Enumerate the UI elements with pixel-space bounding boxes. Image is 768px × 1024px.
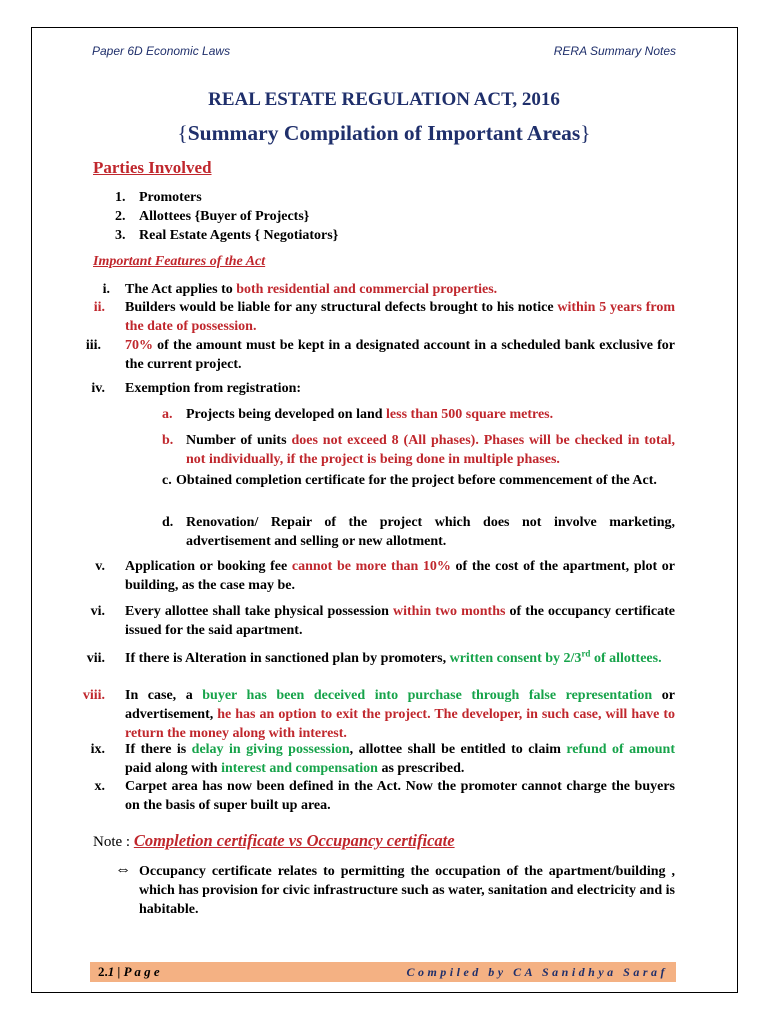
sub-label-b: b. <box>162 433 174 448</box>
feature-item-viii <box>125 686 675 743</box>
sub-item-b <box>186 431 675 469</box>
text: In case, a <box>125 688 203 703</box>
highlight-red: 70% <box>125 338 153 353</box>
text: If there is Alteration in sanctioned plan by promoters, <box>125 651 450 666</box>
double-arrow-icon: ⇔ <box>115 861 131 878</box>
party-item <box>115 190 202 206</box>
note <box>93 831 455 851</box>
text: of the amount must be kept in a designated account in a scheduled bank exclusive for the current project. <box>125 338 675 372</box>
text: The Act applies to <box>125 282 237 297</box>
feature-item-i <box>125 280 675 299</box>
item-num-vi: vi. <box>90 604 105 619</box>
highlight-green: refund of amount <box>566 742 675 757</box>
subtitle-open-brace: { <box>177 121 188 145</box>
feature-item-iii <box>125 336 675 374</box>
sub-item-d: Renovation/ Repair of the project which does not involve marketing, advertisement and selling or new allotment. <box>186 515 675 549</box>
highlight-green: written consent by 2/3 <box>449 651 582 666</box>
features-heading: Important Features of the Act <box>93 254 266 269</box>
text: of the cost of the apartment, plot or building, as the case may be. <box>125 559 676 593</box>
feature-item-vi <box>125 602 675 640</box>
page-title: REAL ESTATE REGULATION ACT, 2016 <box>208 89 560 110</box>
subtitle-text: Summary Compilation of Important Areas <box>187 121 581 145</box>
feature-item-x: Carpet area has now been defined in the Act. Now the promoter cannot charge the buyers on the basis of super built up area. <box>125 779 675 813</box>
item-num-ix: ix. <box>90 742 105 757</box>
item-num-iii: iii. <box>85 338 101 353</box>
party-text: Real Estate Agents { Negotiators} <box>139 228 339 243</box>
sub-item-a <box>186 405 675 424</box>
text: Number of units <box>186 433 292 448</box>
footer-bar <box>90 962 676 982</box>
feature-item-iv: Exemption from registration: <box>125 381 302 396</box>
text: paid along with <box>125 761 222 776</box>
note-label: Note : <box>93 834 134 850</box>
highlight-red: cannot be more than 10% <box>291 559 451 574</box>
subtitle-close-brace: } <box>580 121 591 145</box>
page-number <box>98 964 160 980</box>
compiled-by: Compiled by CA Sanidhya Saraf <box>406 965 668 979</box>
feature-item-vii <box>125 649 675 668</box>
note-title: Completion certificate vs Occupancy certificate <box>133 831 455 850</box>
highlight-green: buyer has been deceived into purchase through false representation <box>202 688 653 703</box>
highlight-red: within 5 years from the date of possession. <box>125 300 675 334</box>
page-label: | P a g e <box>114 964 160 979</box>
text: Every allottee shall take physical possession <box>125 604 394 619</box>
highlight-red: both residential and commercial properties. <box>236 282 498 297</box>
party-item <box>115 228 338 244</box>
header-notes: RERA Summary Notes <box>553 44 676 58</box>
feature-item-v <box>125 557 675 595</box>
parties-heading: Parties Involved <box>93 158 212 177</box>
text: If there is <box>125 742 192 757</box>
feature-item-ii <box>125 298 675 336</box>
highlight-red: less than 500 square metres. <box>386 407 554 422</box>
highlight-red: within two months <box>393 604 506 619</box>
highlight-red: does not exceed 8 (All phases). Phases will be checked in total, not individually, if the project is being done in multiple phases. <box>186 433 675 467</box>
text: , allottee shall be entitled to claim <box>349 742 567 757</box>
item-num-vii: vii. <box>86 651 105 666</box>
page-sub: 1 <box>107 964 115 979</box>
occupancy-text: Occupancy certificate relates to permitting the occupation of the apartment/building , which has provision for civic infrastructure such as water, sanitation and electricity and is habitable. <box>139 864 675 917</box>
item-num-x: x. <box>94 779 105 794</box>
sub-label-c: c. <box>162 473 172 488</box>
sub-label-d: d. <box>162 515 174 530</box>
party-text: Allottees {Buyer of Projects} <box>139 209 310 224</box>
text: as prescribed. <box>377 761 465 776</box>
text: of the occupancy certificate issued for the said apartment. <box>125 604 675 638</box>
page-num: 2. <box>98 964 108 979</box>
text: Application or booking fee <box>125 559 292 574</box>
header-paper: Paper 6D Economic Laws <box>92 44 231 58</box>
highlight-green: delay in giving possession <box>191 742 350 757</box>
highlight-green: interest and compensation <box>221 761 378 776</box>
text: or advertisement, <box>125 688 675 722</box>
item-num-i: i. <box>102 282 110 297</box>
sub-label-a: a. <box>162 407 173 422</box>
sub-item-c: Obtained completion certificate for the project before commencement of the Act. <box>176 473 657 488</box>
highlight-green: of allottees. <box>590 651 662 666</box>
party-num: 1. <box>115 190 126 205</box>
text: Projects being developed on land <box>186 407 387 422</box>
item-num-iv: iv. <box>91 381 105 396</box>
page-subtitle <box>0 121 768 146</box>
party-num: 2. <box>115 209 126 224</box>
superscript: rd <box>581 648 591 659</box>
item-num-viii: viii. <box>82 688 105 703</box>
text: Builders would be liable for any structural defects brought to his notice <box>125 300 558 315</box>
feature-item-ix <box>125 740 675 778</box>
party-item <box>115 209 309 225</box>
party-num: 3. <box>115 228 126 243</box>
item-num-ii: ii. <box>93 300 105 315</box>
party-text: Promoters <box>139 190 202 205</box>
highlight-red: he has an option to exit the project. The developer, in such case, will have to return the money along with interest. <box>125 707 675 741</box>
item-num-v: v. <box>95 559 105 574</box>
